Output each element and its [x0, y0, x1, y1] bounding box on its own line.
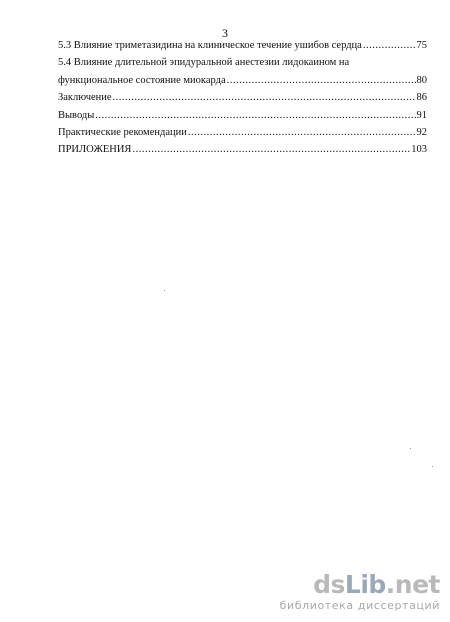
- scan-speck: [410, 448, 411, 449]
- toc-entry-page: 75: [416, 40, 427, 51]
- dslib-tagline: библиотека диссертаций: [279, 599, 440, 612]
- dot-leader: [113, 92, 416, 103]
- toc-entry-title: 5.4 Влияние длительной эпидуральной анестезии лидокаином на: [58, 57, 350, 69]
- table-of-contents: [58, 40, 427, 162]
- dot-leader: [227, 75, 416, 86]
- toc-entry-page: 80: [416, 74, 427, 86]
- toc-entry-conclusion: [58, 92, 427, 109]
- dot-leader: [363, 40, 416, 51]
- page-number: 3: [222, 26, 228, 40]
- toc-entry-title: Заключение: [58, 92, 112, 104]
- toc-entry-title: 5.3 Влияние триметазидина на клиническое течение ушибов сердца: [58, 40, 362, 51]
- toc-entry-appendices: [58, 144, 427, 161]
- toc-entry-page: 103: [411, 144, 427, 156]
- toc-entry-page: 91: [416, 109, 427, 121]
- scan-speck: [164, 290, 165, 291]
- dot-leader: [95, 110, 415, 121]
- toc-entry-title: Выводы: [58, 109, 95, 121]
- toc-entry-title: ПРИЛОЖЕНИЯ: [58, 144, 132, 156]
- toc-entry-recommendations: [58, 127, 427, 144]
- toc-entry-page: 92: [416, 126, 427, 138]
- toc-entry-findings: [58, 110, 427, 127]
- toc-entry-title: Практические рекомендации: [58, 126, 187, 138]
- toc-entry-5-4-continued: [58, 75, 427, 92]
- dot-leader: [132, 144, 410, 155]
- toc-entry-5-4: [58, 57, 427, 74]
- dslib-watermark: [280, 572, 440, 612]
- toc-entry-page: 86: [416, 92, 427, 104]
- toc-entry-5-3: [58, 40, 427, 57]
- dot-leader: [188, 127, 416, 138]
- toc-entry-title: функциональное состояние миокарда: [58, 74, 226, 86]
- dslib-logo: dsLib.net: [313, 570, 440, 599]
- scan-speck: [432, 466, 433, 467]
